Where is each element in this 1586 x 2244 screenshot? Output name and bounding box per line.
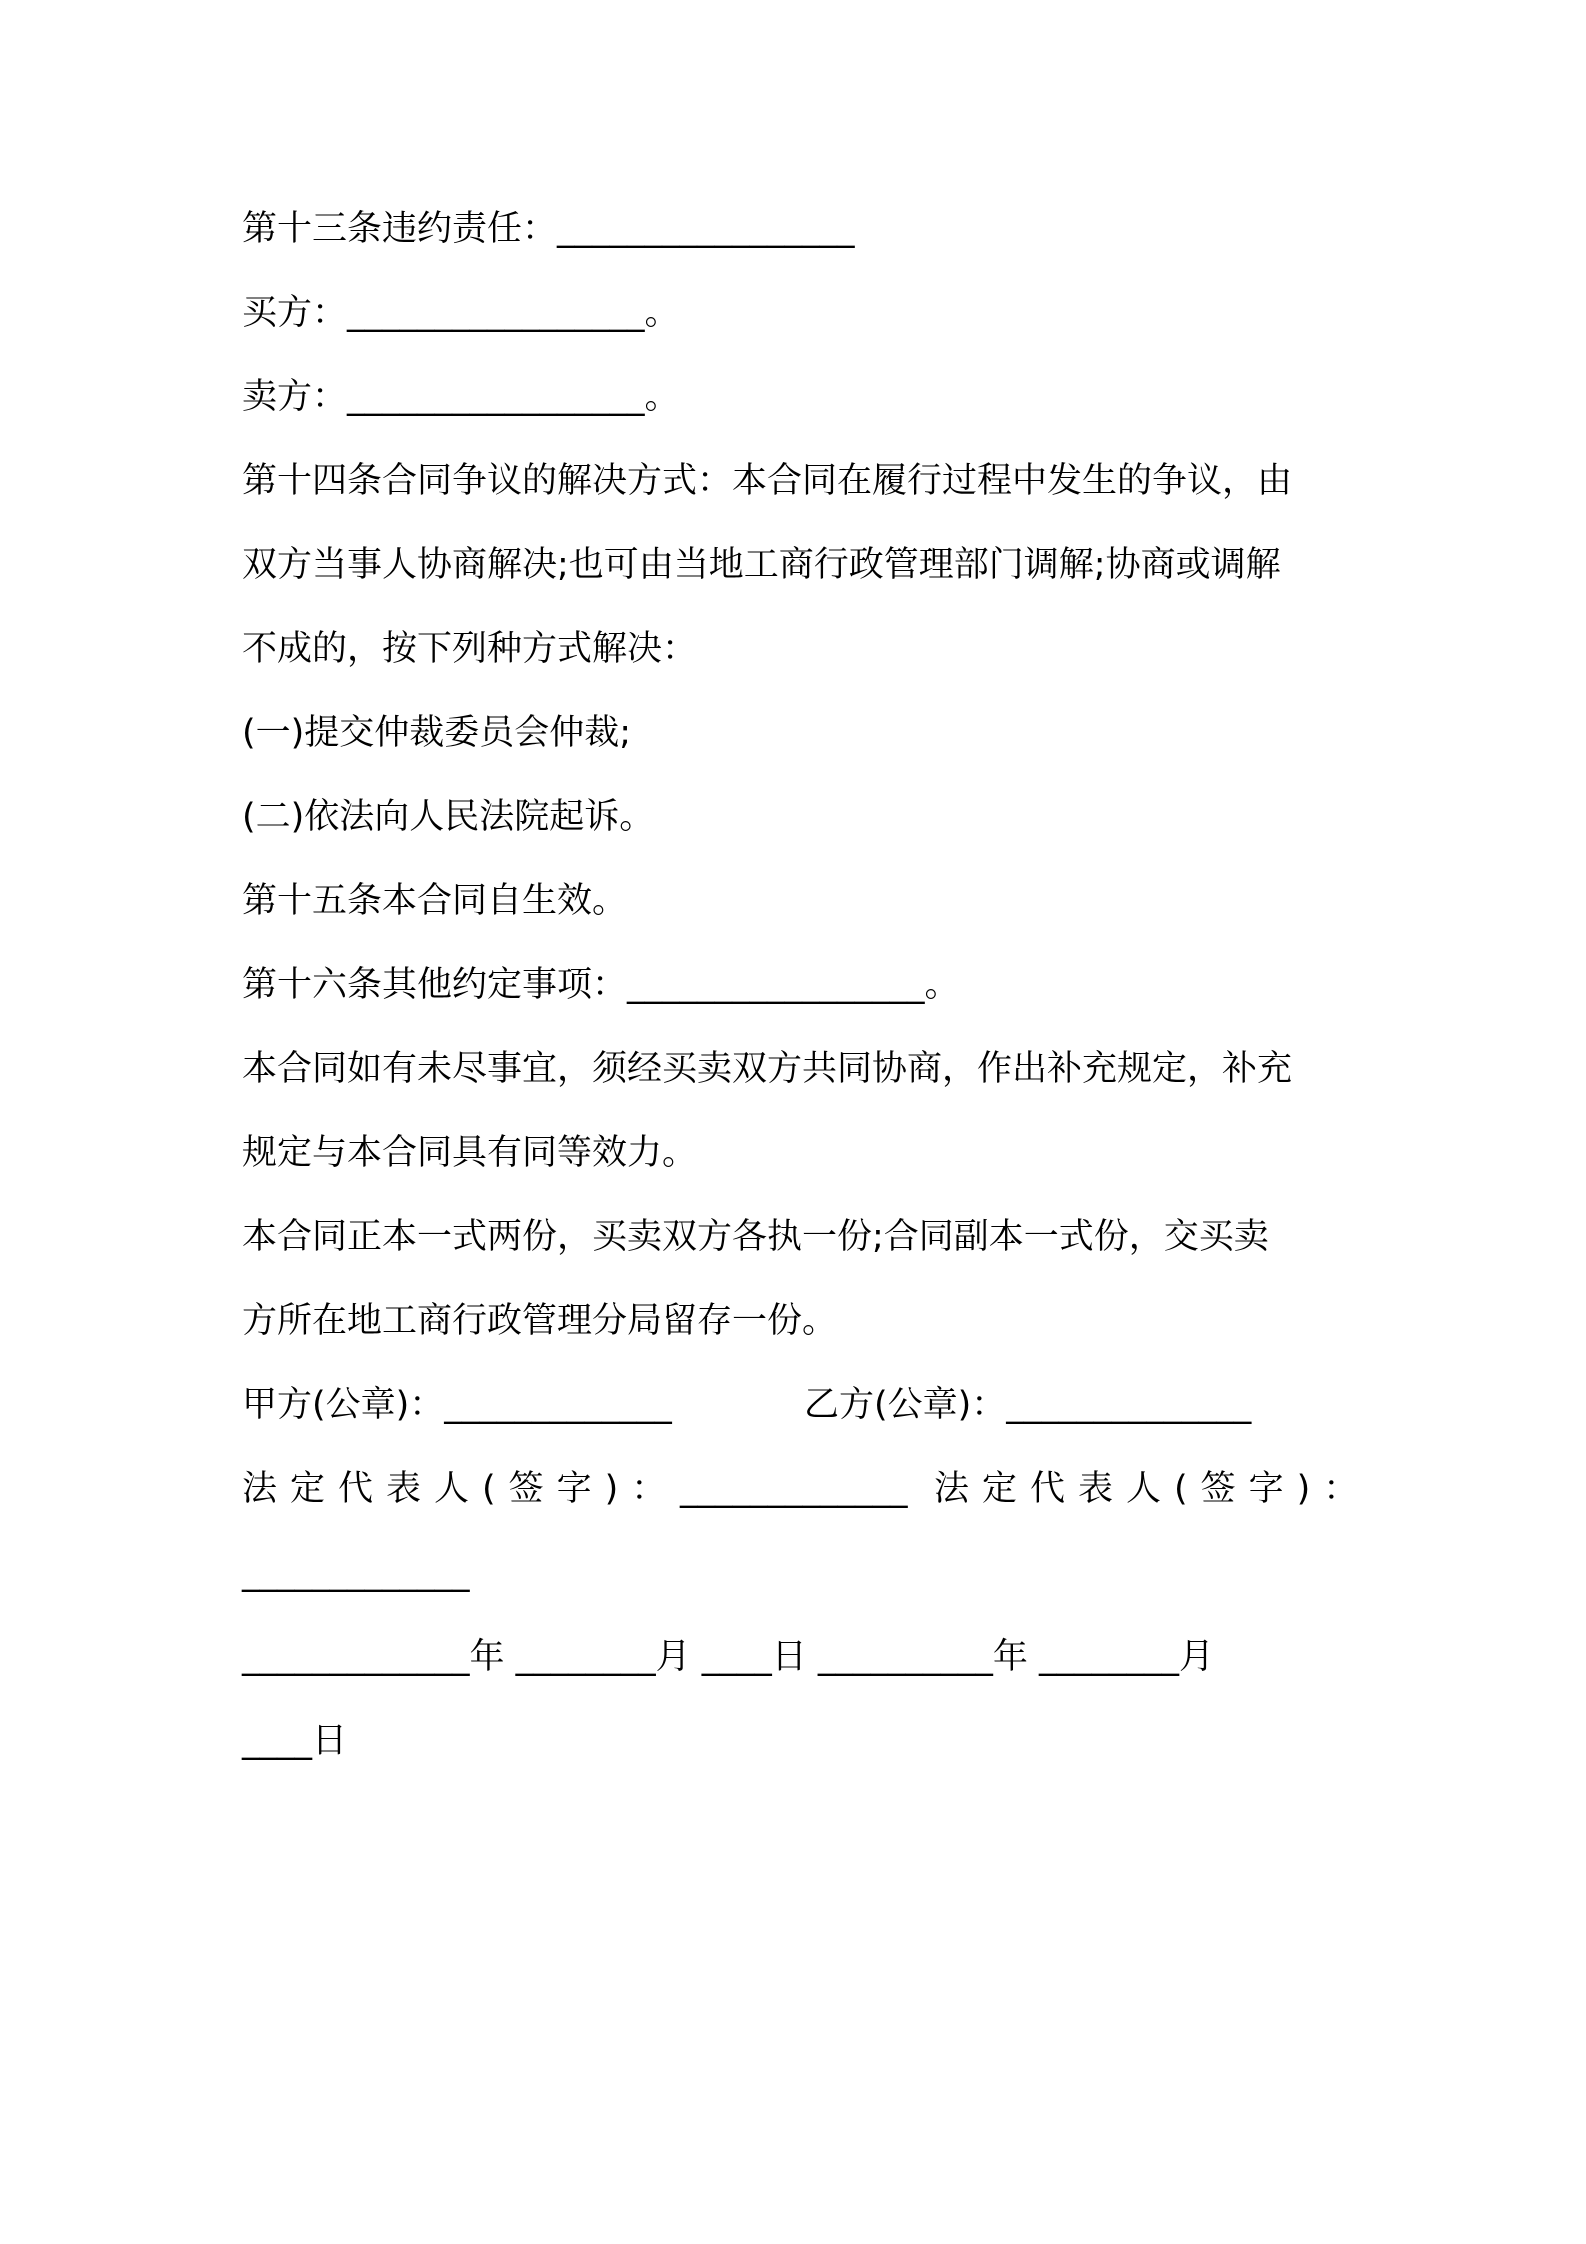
seller-line: 卖方：_________________。 (242, 377, 680, 417)
option-arbitration: (一)提交仲裁委员会仲裁; (242, 713, 632, 753)
article-14-line-1: 第十四条合同争议的解决方式：本合同在履行过程中发生的争议，由 (242, 461, 1293, 501)
party-a-seal: 甲方(公章)：_____________ (242, 1385, 672, 1425)
copies-line-2: 方所在地工商行政管理分局留存一份。 (242, 1301, 838, 1341)
party-b-representative-label (934, 1467, 1371, 1511)
party-b-seal: 乙方(公章)：______________ (804, 1385, 1252, 1425)
supplement-line-1: 本合同如有未尽事宜，须经买卖双方共同协商，作出补充规定，补充 (242, 1049, 1293, 1089)
date-line-day: ____日 (242, 1721, 348, 1761)
rep-label-a: 法定代表人(签字)： (242, 1469, 680, 1509)
option-court: (二)依法向人民法院起诉。 (242, 797, 655, 837)
article-13-breach-liability: 第十三条违约责任：_________________ (242, 209, 855, 249)
article-16: 第十六条其他约定事项：_________________。 (242, 965, 960, 1005)
party-a-representative-blank: _____________ (680, 1469, 908, 1509)
date-line: _____________年 ________月 ____日 __________年 ________月 (242, 1637, 1215, 1677)
article-14-line-3: 不成的，按下列种方式解决： (242, 629, 698, 669)
article-15: 第十五条本合同自生效。 (242, 881, 628, 921)
supplement-line-2: 规定与本合同具有同等效力。 (242, 1133, 698, 1173)
article-14-line-2: 双方当事人协商解决;也可由当地工商行政管理部门调解;协商或调解 (242, 545, 1281, 585)
rep-label-b: 法定代表人(签字)： (934, 1469, 1372, 1509)
buyer-line: 买方：_________________。 (242, 293, 680, 333)
party-b-representative-blank: _____________ (242, 1553, 470, 1593)
copies-line-1: 本合同正本一式两份，买卖双方各执一份;合同副本一式份，交买卖 (242, 1217, 1269, 1257)
party-a-representative-label (242, 1467, 679, 1511)
